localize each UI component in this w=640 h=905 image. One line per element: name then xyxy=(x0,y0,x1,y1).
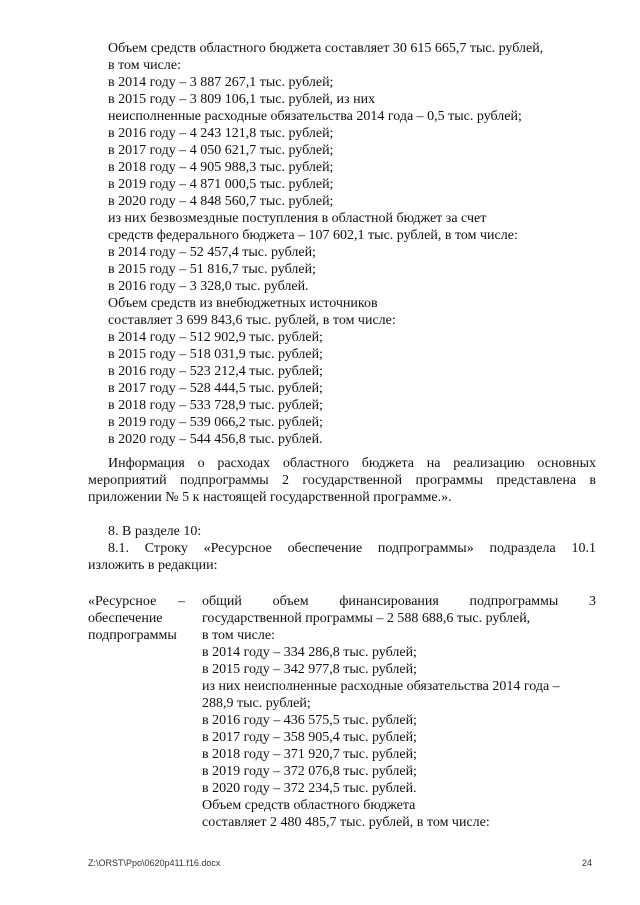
text-line: в 2020 году – 544 456,8 тыс. рублей. xyxy=(108,432,323,447)
table-right-line: общий объем финансирования подпрограммы 3 xyxy=(202,594,596,609)
table-right-line: составляет 2 480 485,7 тыс. рублей, в том числе: xyxy=(202,815,490,830)
table-right-line: в 2019 году – 372 076,8 тыс. рублей; xyxy=(202,764,417,779)
text-line: Объем средств областного бюджета составляет 30 615 665,7 тыс. рублей, xyxy=(108,41,544,56)
text-line: в 2014 году – 512 902,9 тыс. рублей; xyxy=(108,330,323,345)
table-right-line: в 2017 году – 358 905,4 тыс. рублей; xyxy=(202,730,417,745)
text-line: в 2015 году – 3 809 106,1 тыс. рублей, из них xyxy=(108,92,376,107)
table-left-line: «Ресурсное xyxy=(88,594,157,609)
table-right-line: государственной программы – 2 588 688,6 тыс. рублей, xyxy=(202,611,531,626)
text-line: в 2016 году – 4 243 121,8 тыс. рублей; xyxy=(108,126,334,141)
table-left-cell xyxy=(88,593,177,644)
text-line: средств федерального бюджета – 107 602,1 тыс. рублей, в том числе: xyxy=(108,228,518,243)
text-line: в 2017 году – 528 444,5 тыс. рублей; xyxy=(108,381,323,396)
table-right-line: в 2016 году – 436 575,5 тыс. рублей; xyxy=(202,713,417,728)
paragraph-line: изложить в редакции: xyxy=(88,558,218,573)
table-left-line: обеспечение xyxy=(88,611,163,626)
text-line: составляет 3 699 843,6 тыс. рублей, в том числе: xyxy=(108,313,396,328)
table-right-line: Объем средств областного бюджета xyxy=(202,798,416,813)
table-right-line: в 2018 году – 371 920,7 тыс. рублей; xyxy=(202,747,417,762)
table-right-line: 288,9 тыс. рублей; xyxy=(202,696,311,711)
table-right-cell xyxy=(202,593,596,831)
text-line: в 2016 году – 3 328,0 тыс. рублей. xyxy=(108,279,309,294)
footer-file-path: Z:\ORST\Ppo\0620p411.f16.docx xyxy=(88,858,221,868)
text-line: в том числе: xyxy=(108,58,181,73)
paragraph-line: Информация о расходах областного бюджета на реализацию основных xyxy=(108,456,596,471)
text-line: в 2020 году – 4 848 560,7 тыс. рублей; xyxy=(108,194,334,209)
table-left-line: подпрограммы xyxy=(88,628,177,643)
page-number: 24 xyxy=(582,858,593,868)
text-line: в 2018 году – 4 905 988,3 тыс. рублей; xyxy=(108,160,334,175)
text-line: в 2015 году – 51 816,7 тыс. рублей; xyxy=(108,262,316,277)
text-line: в 2016 году – 523 212,4 тыс. рублей; xyxy=(108,364,323,379)
text-line: в 2014 году – 52 457,4 тыс. рублей; xyxy=(108,245,316,260)
text-line: неисполненные расходные обязательства 2014 года – 0,5 тыс. рублей; xyxy=(108,109,522,124)
section-heading: 8. В разделе 10: xyxy=(108,524,202,539)
text-line: в 2019 году – 539 066,2 тыс. рублей; xyxy=(108,415,323,430)
text-line: Объем средств из внебюджетных источников xyxy=(108,296,378,311)
table-right-line: в том числе: xyxy=(202,628,275,643)
text-line: из них безвозмездные поступления в областной бюджет за счет xyxy=(108,211,487,226)
table-right-line: в 2014 году – 334 286,8 тыс. рублей; xyxy=(202,645,417,660)
table-right-line: из них неисполненные расходные обязательства 2014 года – xyxy=(202,679,560,694)
paragraph-line: 8.1. Строку «Ресурсное обеспечение подпрограммы» подраздела 10.1 xyxy=(108,541,596,556)
table-right-line: в 2020 году – 372 234,5 тыс. рублей. xyxy=(202,781,417,796)
table-dash: – xyxy=(178,594,185,609)
text-line: в 2019 году – 4 871 000,5 тыс. рублей; xyxy=(108,177,334,192)
paragraph-line: мероприятий подпрограммы 2 государственной программы представлена в xyxy=(88,473,596,488)
text-line: в 2014 году – 3 887 267,1 тыс. рублей; xyxy=(108,75,334,90)
text-line: в 2018 году – 533 728,9 тыс. рублей; xyxy=(108,398,323,413)
table-right-line: в 2015 году – 342 977,8 тыс. рублей; xyxy=(202,662,417,677)
text-line: в 2015 году – 518 031,9 тыс. рублей; xyxy=(108,347,323,362)
text-line: в 2017 году – 4 050 621,7 тыс. рублей; xyxy=(108,143,334,158)
paragraph-line: приложении № 5 к настоящей государственной программе.». xyxy=(88,490,452,505)
